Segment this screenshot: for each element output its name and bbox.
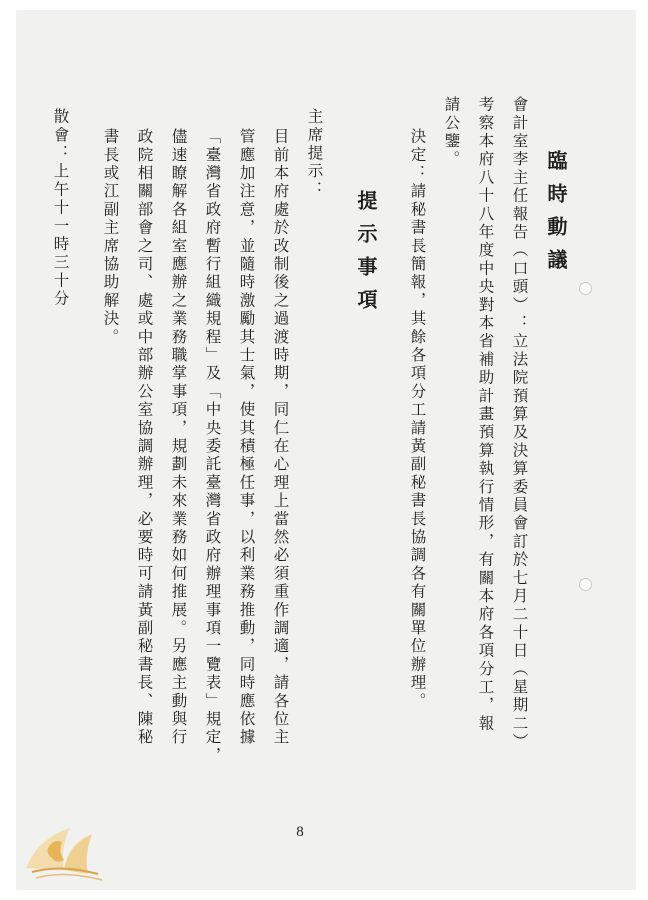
section-title: 臨時動議 bbox=[544, 150, 568, 282]
adjournment-line: 散會：上午十一時三十分 bbox=[51, 108, 70, 309]
chair-line-4: 儘速瞭解各組室應辦之業務職掌事項，規劃未來業務如何推展。另應主動與行 bbox=[169, 128, 188, 747]
punch-hole-top bbox=[579, 282, 592, 295]
archive-logo-icon bbox=[18, 808, 118, 888]
chair-line-6: 書長或江副主席協助解決。 bbox=[101, 128, 120, 347]
page-number: 8 bbox=[296, 824, 304, 840]
chair-line-5: 政院相關部會之司、處或中部辦公室協調辦理，必要時可請黃副秘書長、陳秘 bbox=[135, 128, 154, 747]
section-heading-instructions: 提示事項 bbox=[354, 190, 378, 322]
chair-label: 主席提示： bbox=[305, 108, 324, 199]
report-line-1: 會計室李主任報告（口頭）：立法院預算及決算委員會訂於七月二十日（星期二） bbox=[510, 96, 529, 752]
report-line-2: 考察本府八十八年度中央對本省補助計畫預算執行情形，有關本府各項分工，報 bbox=[476, 96, 495, 733]
chair-line-1: 目前本府處於改制後之過渡時期，同仁在心理上當然必須重作調適，請各位主 bbox=[271, 128, 290, 747]
chair-line-2: 管應加注意，並隨時激勵其士氣，使其積極任事，以利業務推動，同時應依據 bbox=[237, 128, 256, 747]
punch-hole-bottom bbox=[579, 578, 592, 591]
decision-line-1: 決定：請秘書長簡報，其餘各項分工請黃副秘書長協調各有關單位辦理。 bbox=[408, 128, 427, 711]
chair-line-3: 「臺灣省政府暫行組織規程」及「中央委託臺灣省政府辦理事項一覽表」規定， bbox=[203, 128, 222, 765]
report-line-3: 請公鑒。 bbox=[442, 96, 461, 169]
